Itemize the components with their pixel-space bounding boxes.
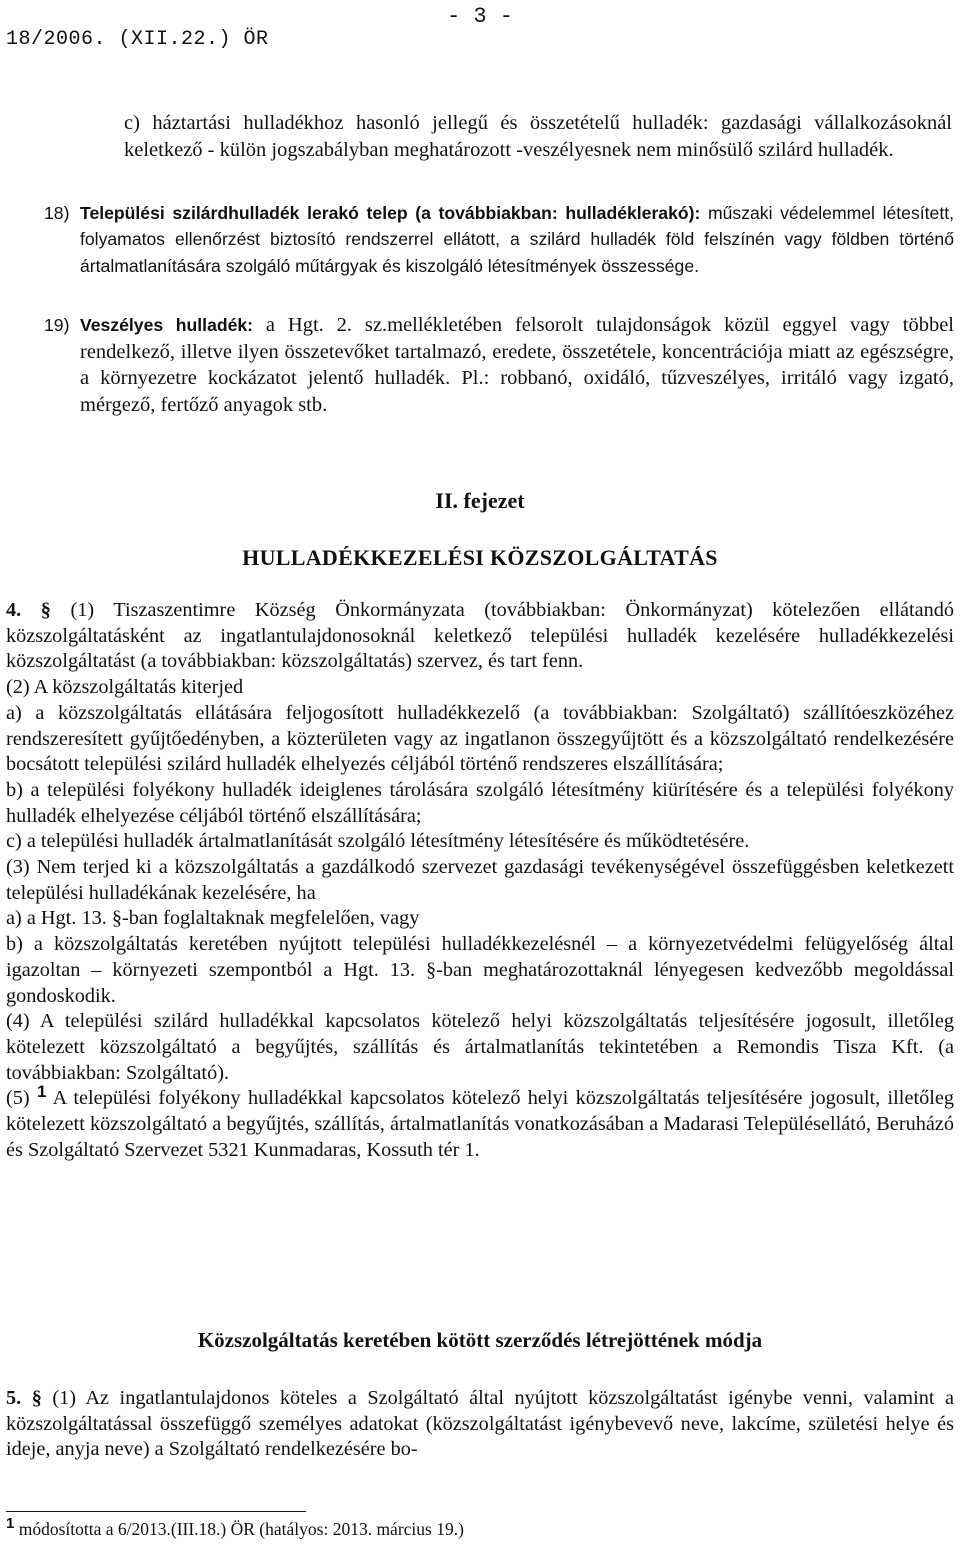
section-4-label: 4. § [6, 599, 51, 621]
definition-item-19 [44, 312, 954, 418]
item-19-term: Veszélyes hulladék: [80, 315, 254, 335]
footnote [6, 1515, 464, 1540]
item-19-definition: a Hgt. 2. sz.mellékletében felsorolt tulajdonságok közül eggyel vagy többel rendelkező, illetve ilyen összetevőket tartalmazó, eredete, összetétele, koncentrációja miatt az egészségre, a környezetre kockázatot jelentő hulladék. Pl.: robbanó, oxidáló, tűzveszélyes, irritáló vagy izgató, mérgező, fertőző anyagok stb. [80, 314, 954, 416]
section-4-p4: (4) A települési szilárd hulladékkal kapcsolatos kötelező helyi közszolgáltatás teljesítésére jogosult, illetőleg kötelezett közszolgáltató a begyűjtés, szállítás és ártalmatlanítás tekintetében a Remondis Tisza Kft. (a továbbiakban: Szolgáltató). [6, 1010, 954, 1084]
document-reference: 18/2006. (XII.22.) ÖR [6, 28, 269, 51]
footnote-reference[interactable]: 1 [36, 1082, 47, 1102]
item-18-term: Települési szilárdhulladék lerakó telep (a továbbiakban: hulladéklerakó): [80, 203, 701, 223]
page-number: - 3 - [446, 4, 513, 29]
footnote-divider [6, 1511, 306, 1512]
section-4-p2b: b) a települési folyékony hulladék ideiglenes tárolására szolgáló létesítmény kiürítésére és a települési folyékony hulladék elhelyezése céljából történő elszállítására; [6, 778, 954, 827]
definition-item-c [124, 110, 952, 163]
section-4 [6, 598, 954, 1163]
definition-item-c-text: c) háztartási hulladékhoz hasonló jellegű és összetételű hulladék: gazdasági vállalkozásoknál keletkező - külön jogszabályban meghatározott -veszélyesnek nem minősülő szilárd hulladék. [124, 112, 952, 161]
item-18-number: 18) [44, 203, 70, 223]
footnote-text: módosította a 6/2013.(III.18.) ÖR (hatályos: 2013. március 19.) [14, 1518, 464, 1539]
item-18-definition: műszaki védelemmel létesített, folyamatos ellenőrzést biztosító rendszerrel ellátott, a szilárd hulladék föld felszínén vagy földben történő ártalmatlanítására szolgáló műtárgyak és kiszolgáló létesítmények összessége. [80, 203, 954, 276]
definition-item-18 [44, 200, 954, 279]
section-5-label: 5. § [6, 1387, 42, 1409]
section-5-p1: (1) Az ingatlantulajdonos köteles a Szolgáltató által nyújtott közszolgáltatást igénybe venni, valamint a közszolgáltatással összefüggő személyes adatokat (közszolgáltatást igénybevevő neve, lakcíme, születési helye és ideje, anyja neve) a Szolgáltató rendelkezésére bo- [6, 1387, 954, 1461]
section-4-p3: (3) Nem terjed ki a közszolgáltatás a gazdálkodó szervezet gazdasági tevékenységével összefüggésben keletkezett települési hulladékának kezelésére, ha [6, 856, 954, 904]
section-4-p2a: a) a közszolgáltatás ellátására feljogosított hulladékkezelő (a továbbiakban: Szolgáltató) szállítóeszközéhez rendszeresített gyűjtőedényben, a közterületen vagy az ingatlanon összegyűjtött és a közszolgáltató rendelkezésére bocsátott települési szilárd hulladék elhelyezés céljából történő rendszeres elszállítására; [6, 701, 954, 776]
section-4-p1: (1) Tiszaszentimre Község Önkormányzata (továbbiakban: Önkormányzat) kötelezően ellátandó közszolgáltatásként az ingatlantulajdonosoknál keletkező települési hulladék kezelésére hulladékkezelési közszolgáltatást (a továbbiakban: közszolgáltatás) szervez, és tart fenn. [6, 599, 955, 673]
section-4-p3b: b) a közszolgáltatás keretében nyújtott települési hulladékkezelésnél – a környezetvédelmi felügyelőség által igazoltan – környezeti szempontból a Hgt. 13. §-ban meghatározottaknál lényegesen kedvezőbb megoldással gondoskodik. [6, 933, 954, 1007]
chapter-number: II. fejezet [435, 488, 525, 513]
section-5 [6, 1386, 954, 1463]
item-19-number: 19) [44, 315, 70, 335]
section-4-p2: (2) A közszolgáltatás kiterjed [6, 676, 244, 699]
footnote-marker: 1 [6, 1515, 15, 1532]
section-4-p2c: c) a települési hulladék ártalmatlanítását szolgáló létesítmény létesítésére és működtetésére. [6, 830, 750, 853]
chapter-title: HULLADÉKKEZELÉSI KÖZSZOLGÁLTATÁS [242, 545, 718, 570]
section-heading: Közszolgáltatás keretében kötött szerződés létrejöttének módja [197, 1328, 763, 1352]
section-4-p3a: a) a Hgt. 13. §-ban foglaltaknak megfelelően, vagy [6, 907, 420, 930]
section-4-p5-label: (5) [6, 1087, 30, 1110]
section-4-p5: A települési folyékony hulladékkal kapcsolatos kötelező helyi közszolgáltatás teljesítésére jogosult, illetőleg kötelezett közszolgáltató a begyűjtés, szállítás, ártalmatlanítás vonatkozásában a Madarasi Településellátó, Beruházó és Szolgáltató Szervezet 5321 Kunmadaras, Kossuth tér 1. [6, 1087, 954, 1161]
